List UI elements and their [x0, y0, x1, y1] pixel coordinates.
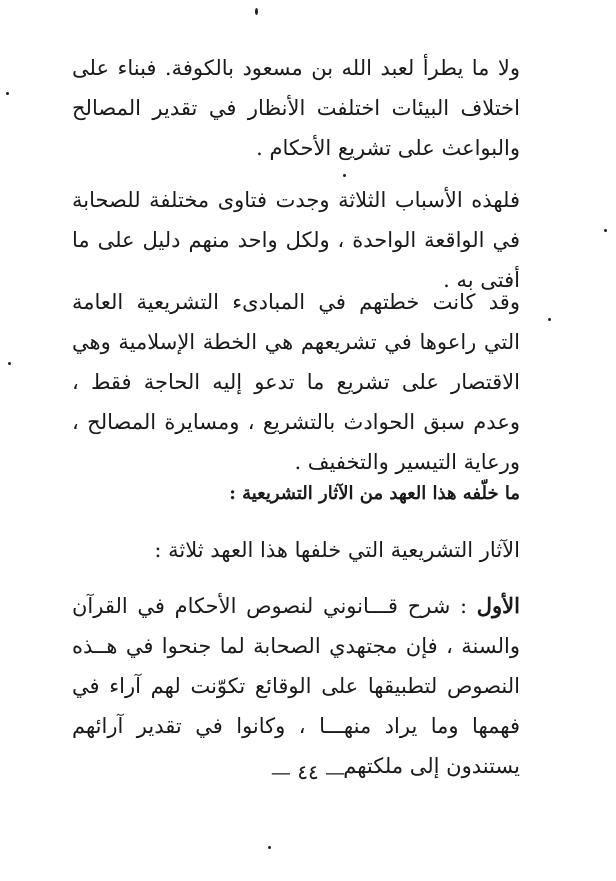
scan-speck — [6, 92, 9, 95]
scan-speck — [8, 362, 11, 365]
section-heading: ما خلّفه هذا العهد من الآثار التشريعية : — [229, 483, 520, 504]
scan-speck — [255, 8, 258, 15]
paragraph-first-effect — [72, 586, 520, 786]
scan-speck — [343, 174, 346, 177]
scan-speck — [548, 318, 551, 321]
first-effect-text: : شرح قـــانوني لنصوص الأحكام في القرآن والسنة ، فإن مجتهدي الصحابة لما جنحوا في هــذه النصوص لتطبيقها على الوقائع تكوّنت لهم آراء في فهمها وما يراد منهـــا ، وكانوا في تقدير آرائهم يستندون إلى ملكتهم — [72, 594, 520, 778]
paragraph-intro: الآثار التشريعية التي خلفها هذا العهد ثلاثة : — [154, 538, 520, 562]
paragraph-three-causes: فلهذه الأسباب الثلاثة وجدت فتاوى مختلفة للصحابة في الواقعة الواحدة ، ولكل واحد منهم دليل على ما أفتى به . — [72, 188, 520, 292]
paragraph-legislative-plan: وقد كانت خطتهم في المبادىء التشريعية العامة التي راعوها في تشريعهم هي الخطة الإسلامية وهي الاقتصار على تشريع ما تدعو إليه الحاجة فقط ، وعدم سبق الحوادث بالتشريع ، ومسايرة المصالح ، ورعاية التيسير والتخفيف . — [72, 290, 520, 474]
paragraph-environments: ولا ما يطرأ لعبد الله بن مسعود بالكوفة. فبناء على اختلاف البيئات اختلفت الأنظار في تقدير المصالح والبواعث على تشريع الأحكام . — [72, 56, 520, 160]
scan-speck — [604, 229, 607, 232]
first-effect-label: الأول — [476, 593, 520, 618]
page-number: — ٤٤ — — [270, 760, 346, 784]
scan-speck — [268, 846, 271, 849]
